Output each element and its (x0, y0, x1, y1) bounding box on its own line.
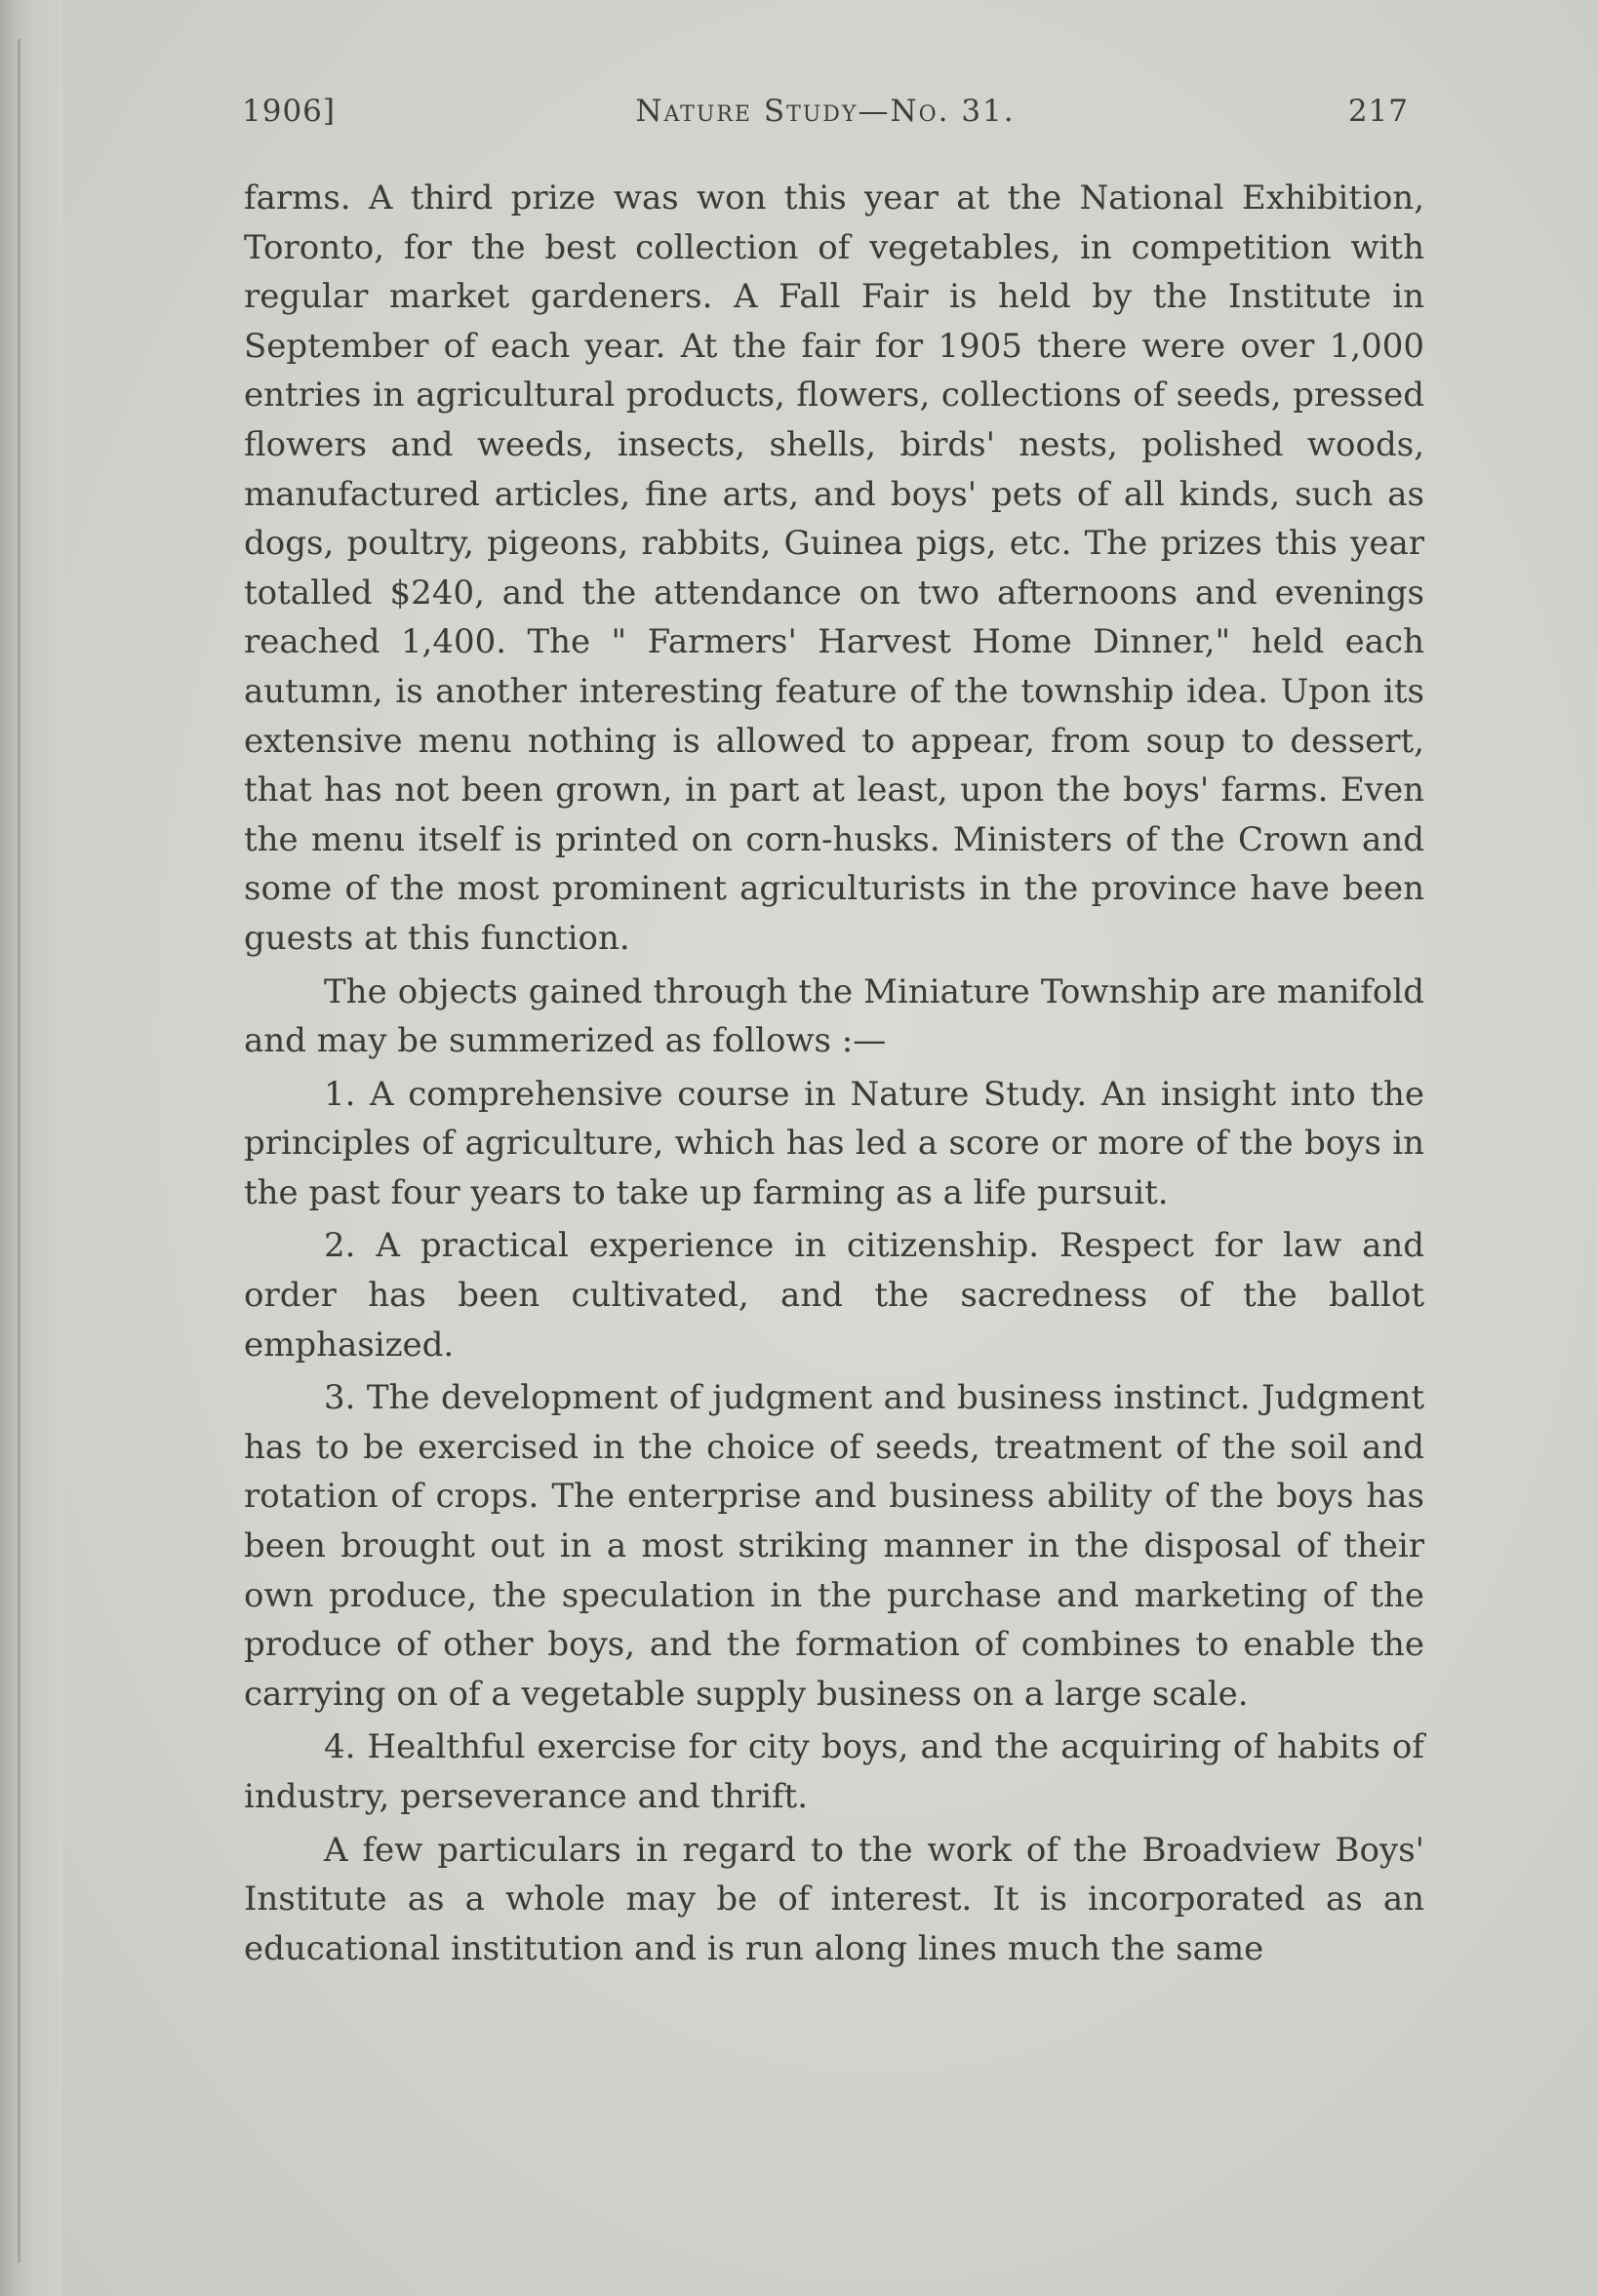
page-number: 217 (1347, 94, 1409, 129)
list-item-paragraph: 2. A practical experience in citizenship. Respect for law and order has been cultivated, and the sacredness of the ballot emphasized. (244, 1226, 1424, 1365)
paragraph: A few particulars in regard to the work of the Broadview Boys' Institute as a whole may be of interest. It is incorporated as an educational institution and is run along lines much the same (244, 1830, 1424, 1968)
list-item-paragraph: 3. The development of judgment and business instinct. Judgment has to be exercised in the choice of seeds, treatment of the soil and rotation of crops. The enterprise and business ability of the boys has been brought out in a most striking manner in the disposal of their own produce, the speculation in the purchase and marketing of the produce of other boys, and the formation of combines to enable the carrying on of a vegetable supply business on a large scale. (244, 1378, 1424, 1714)
list-item-paragraph: 4. Healthful exercise for city boys, and the acquiring of habits of industry, perseverance and thrift. (244, 1727, 1424, 1816)
header-year: 1906] (242, 94, 336, 129)
paragraph: The objects gained through the Miniature Township are manifold and may be summerized as follows :— (244, 971, 1424, 1061)
list-item-paragraph: 1. A comprehensive course in Nature Study. An insight into the principles of agriculture, which has led a score or more of the boys in the past four years to take up farming as a life pursuit. (244, 1074, 1424, 1212)
running-head (242, 94, 1409, 142)
paragraph: farms. A third prize was won this year at the National Exhibition, Toronto, for the best collection of vegetables, in competition with regular market gardeners. A Fall Fair is held by the Institute in September of each year. At the fair for 1905 there were over 1,000 entries in agricultural products, flowers, collections of seeds, pressed flowers and weeds, insects, shells, birds' nests, polished woods, manufactured articles, fine arts, and boys' pets of all kinds, such as dogs, poultry, pigeons, rabbits, Guinea pigs, etc. The prizes this year totalled $240, and the attendance on two afternoons and evenings reached 1,400. The " Farmers' Harvest Home Dinner," held each autumn, is another interesting feature of the township idea. Upon its extensive menu nothing is allowed to appear, from soup to dessert, that has not been grown, in part at least, upon the boys' farms. Even the menu itself is printed on corn-husks. Ministers of the Crown and some of the most prominent agriculturists in the province have been guests at this function. (244, 178, 1424, 958)
header-title: Nature Study—No. 31. (635, 94, 1016, 129)
binding-crease (18, 39, 20, 2263)
body-text (244, 174, 1424, 1973)
binding-edge (0, 0, 62, 2296)
